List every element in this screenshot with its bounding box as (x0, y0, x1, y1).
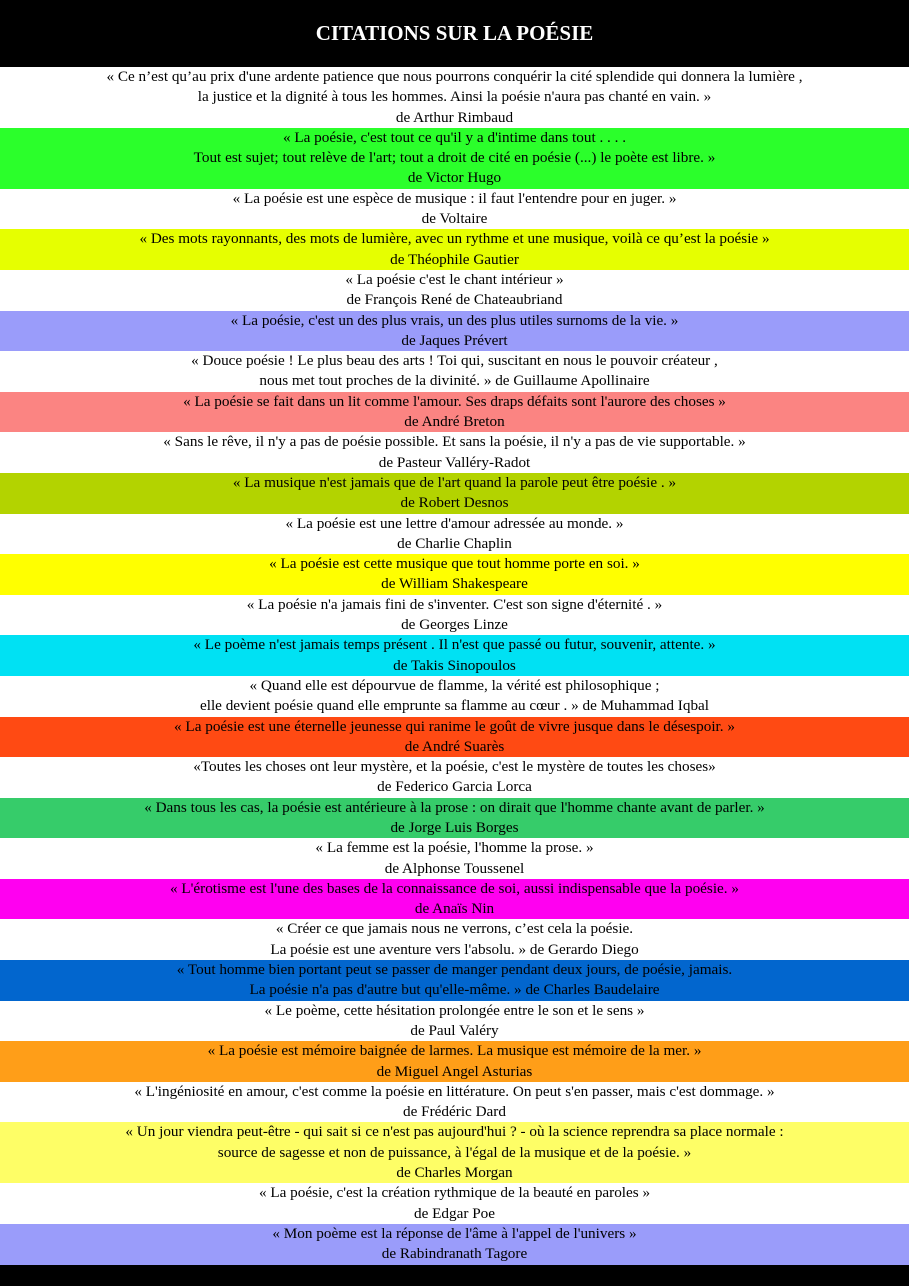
page-title: CITATIONS SUR LA POÉSIE (0, 0, 909, 67)
quote-text-line: « Douce poésie ! Le plus beau des arts ! Toi qui, suscitant en nous le pouvoir créateur , (191, 352, 718, 370)
footer-bar (0, 1265, 909, 1286)
quote-block (0, 717, 909, 758)
quote-block (0, 798, 909, 839)
quote-block (0, 432, 909, 473)
quote-text-line: « La poésie est mémoire baignée de larmes. La musique est mémoire de la mer. » (207, 1042, 702, 1060)
quote-text-line: Tout est sujet; tout relève de l'art; tout a droit de cité en poésie (...) le poète est libre. » (193, 149, 716, 167)
quote-text-line: source de sagesse et non de puissance, à l'égal de la musique et de la poésie. » (217, 1143, 692, 1161)
quote-block (0, 189, 909, 230)
quote-text-line: elle devient poésie quand elle emprunte sa flamme au cœur . » de Muhammad Iqbal (199, 697, 710, 715)
quote-text-line: « La poésie, c'est tout ce qu'il y a d'intime dans tout . . . . (282, 128, 627, 146)
quote-author: de Jaques Prévert (401, 331, 508, 349)
quote-block (0, 1122, 909, 1183)
quote-block (0, 1082, 909, 1123)
quote-block (0, 514, 909, 555)
quote-author: de Paul Valéry (410, 1021, 499, 1039)
quote-block (0, 1183, 909, 1224)
quote-text-line: « Des mots rayonnants, des mots de lumière, avec un rythme et une musique, voilà ce qu’est la poésie » (139, 230, 770, 248)
quote-author: de Théophile Gautier (390, 250, 519, 268)
quote-author: de Rabindranath Tagore (381, 1245, 528, 1263)
quote-block (0, 270, 909, 311)
quote-text-line: « Le poème n'est jamais temps présent . Il n'est que passé ou futur, souvenir, attente. » (193, 636, 716, 654)
quote-author: de Robert Desnos (400, 494, 509, 512)
quote-block (0, 67, 909, 128)
quote-author: de William Shakespeare (381, 575, 528, 593)
quote-block (0, 311, 909, 352)
quote-text-line: « L'ingéniosité en amour, c'est comme la poésie en littérature. On peut s'en passer, mais c'est dommage. » (134, 1082, 775, 1100)
quote-text-line: « La poésie est une espèce de musique : il faut l'entendre pour en juger. » (232, 189, 677, 207)
quote-block (0, 473, 909, 514)
quote-author: de André Suarès (404, 737, 505, 755)
quote-author: de Alphonse Toussenel (384, 859, 525, 877)
quotes-list (0, 67, 909, 1265)
quote-text-line: « Mon poème est la réponse de l'âme à l'appel de l'univers » (272, 1224, 637, 1242)
quote-text-line: « Sans le rêve, il n'y a pas de poésie possible. Et sans la poésie, il n'y a pas de vie supportable. » (163, 433, 746, 451)
quote-author: de Federico Garcia Lorca (377, 778, 532, 796)
quote-text-line: « La poésie est une éternelle jeunesse qui ranime le goût de vivre jusque dans le désespoir. » (174, 717, 735, 735)
quote-author: de Miguel Angel Asturias (376, 1062, 533, 1080)
quote-text-line: « Ce n’est qu’au prix d'une ardente patience que nous pourrons conquérir la cité splendide qui donnera la lumière , (106, 68, 803, 85)
quote-text-line: « La femme est la poésie, l'homme la prose. » (315, 839, 594, 857)
quote-text-line: « La musique n'est jamais que de l'art quand la parole peut être poésie . » (232, 473, 677, 491)
quote-author: de Charlie Chaplin (397, 534, 512, 552)
quote-author: de Anaïs Nin (414, 900, 495, 918)
quote-text-line: «Toutes les choses ont leur mystère, et la poésie, c'est le mystère de toutes les choses» (193, 758, 716, 776)
quote-block (0, 879, 909, 920)
quote-block (0, 919, 909, 960)
quote-text-line: « Créer ce que jamais nous ne verrons, c’est cela la poésie. (275, 920, 634, 938)
quote-text-line: « La poésie, c'est un des plus vrais, un des plus utiles surnoms de la vie. » (230, 311, 679, 329)
quote-author: de Voltaire (421, 210, 488, 228)
quote-text-line: « L'érotisme est l'une des bases de la connaissance de soi, aussi indispensable que la poésie. » (170, 879, 739, 897)
quote-author: de Frédéric Dard (403, 1103, 506, 1121)
quote-text-line: La poésie n'a pas d'autre but qu'elle-même. » de Charles Baudelaire (249, 981, 660, 999)
quote-block (0, 757, 909, 798)
quote-block (0, 1041, 909, 1082)
quote-text-line: « Tout homme bien portant peut se passer de manger pendant deux jours, de poésie, jamais. (176, 961, 733, 979)
quote-text-line: « Le poème, cette hésitation prolongée entre le son et le sens » (264, 1001, 645, 1019)
quote-author: de Pasteur Valléry-Radot (378, 453, 531, 471)
quote-block (0, 676, 909, 717)
quote-block (0, 960, 909, 1001)
quote-text-line: La poésie est une aventure vers l'absolu. » de Gerardo Diego (270, 940, 639, 958)
quote-block (0, 595, 909, 636)
quote-author: de François René de Chateaubriand (346, 291, 563, 309)
quote-block (0, 838, 909, 879)
quote-block (0, 229, 909, 270)
quote-author: de Victor Hugo (407, 169, 502, 187)
quote-author: de Jorge Luis Borges (390, 818, 519, 836)
quote-text-line: « Un jour viendra peut-être - qui sait si ce n'est pas aujourd'hui ? - où la science reprendra sa place normale : (125, 1123, 784, 1141)
quote-text-line: « Quand elle est dépourvue de flamme, la vérité est philosophique ; (249, 676, 660, 694)
quote-text-line: « La poésie est cette musique que tout homme porte en soi. » (269, 555, 640, 573)
quote-text-line: « La poésie c'est le chant intérieur » (345, 270, 564, 288)
quote-block (0, 635, 909, 676)
quote-author: de Edgar Poe (414, 1204, 495, 1222)
quote-text-line: nous met tout proches de la divinité. » de Guillaume Apollinaire (259, 372, 650, 390)
quote-text-line: la justice et la dignité à tous les hommes. Ainsi la poésie n'aura pas chanté en vain. » (197, 88, 712, 106)
quote-author: de André Breton (404, 413, 505, 431)
quote-block (0, 1001, 909, 1042)
quote-author: de Charles Morgan (396, 1164, 513, 1182)
quote-author: de Georges Linze (401, 616, 508, 634)
quote-text-line: « La poésie n'a jamais fini de s'inventer. C'est son signe d'éternité . » (246, 595, 663, 613)
quote-block (0, 554, 909, 595)
quote-text-line: « La poésie, c'est la création rythmique de la beauté en paroles » (258, 1184, 651, 1202)
quote-block (0, 128, 909, 189)
quote-text-line: « Dans tous les cas, la poésie est antérieure à la prose : on dirait que l'homme chante avant de parler. » (144, 798, 765, 816)
quote-author: de Arthur Rimbaud (395, 108, 514, 126)
quote-block (0, 351, 909, 392)
quote-author: de Takis Sinopoulos (393, 656, 516, 674)
quote-text-line: « La poésie est une lettre d'amour adressée au monde. » (285, 514, 624, 532)
quote-block (0, 392, 909, 433)
quote-text-line: « La poésie se fait dans un lit comme l'amour. Ses draps défaits sont l'aurore des choses » (183, 392, 726, 410)
quote-block (0, 1224, 909, 1265)
